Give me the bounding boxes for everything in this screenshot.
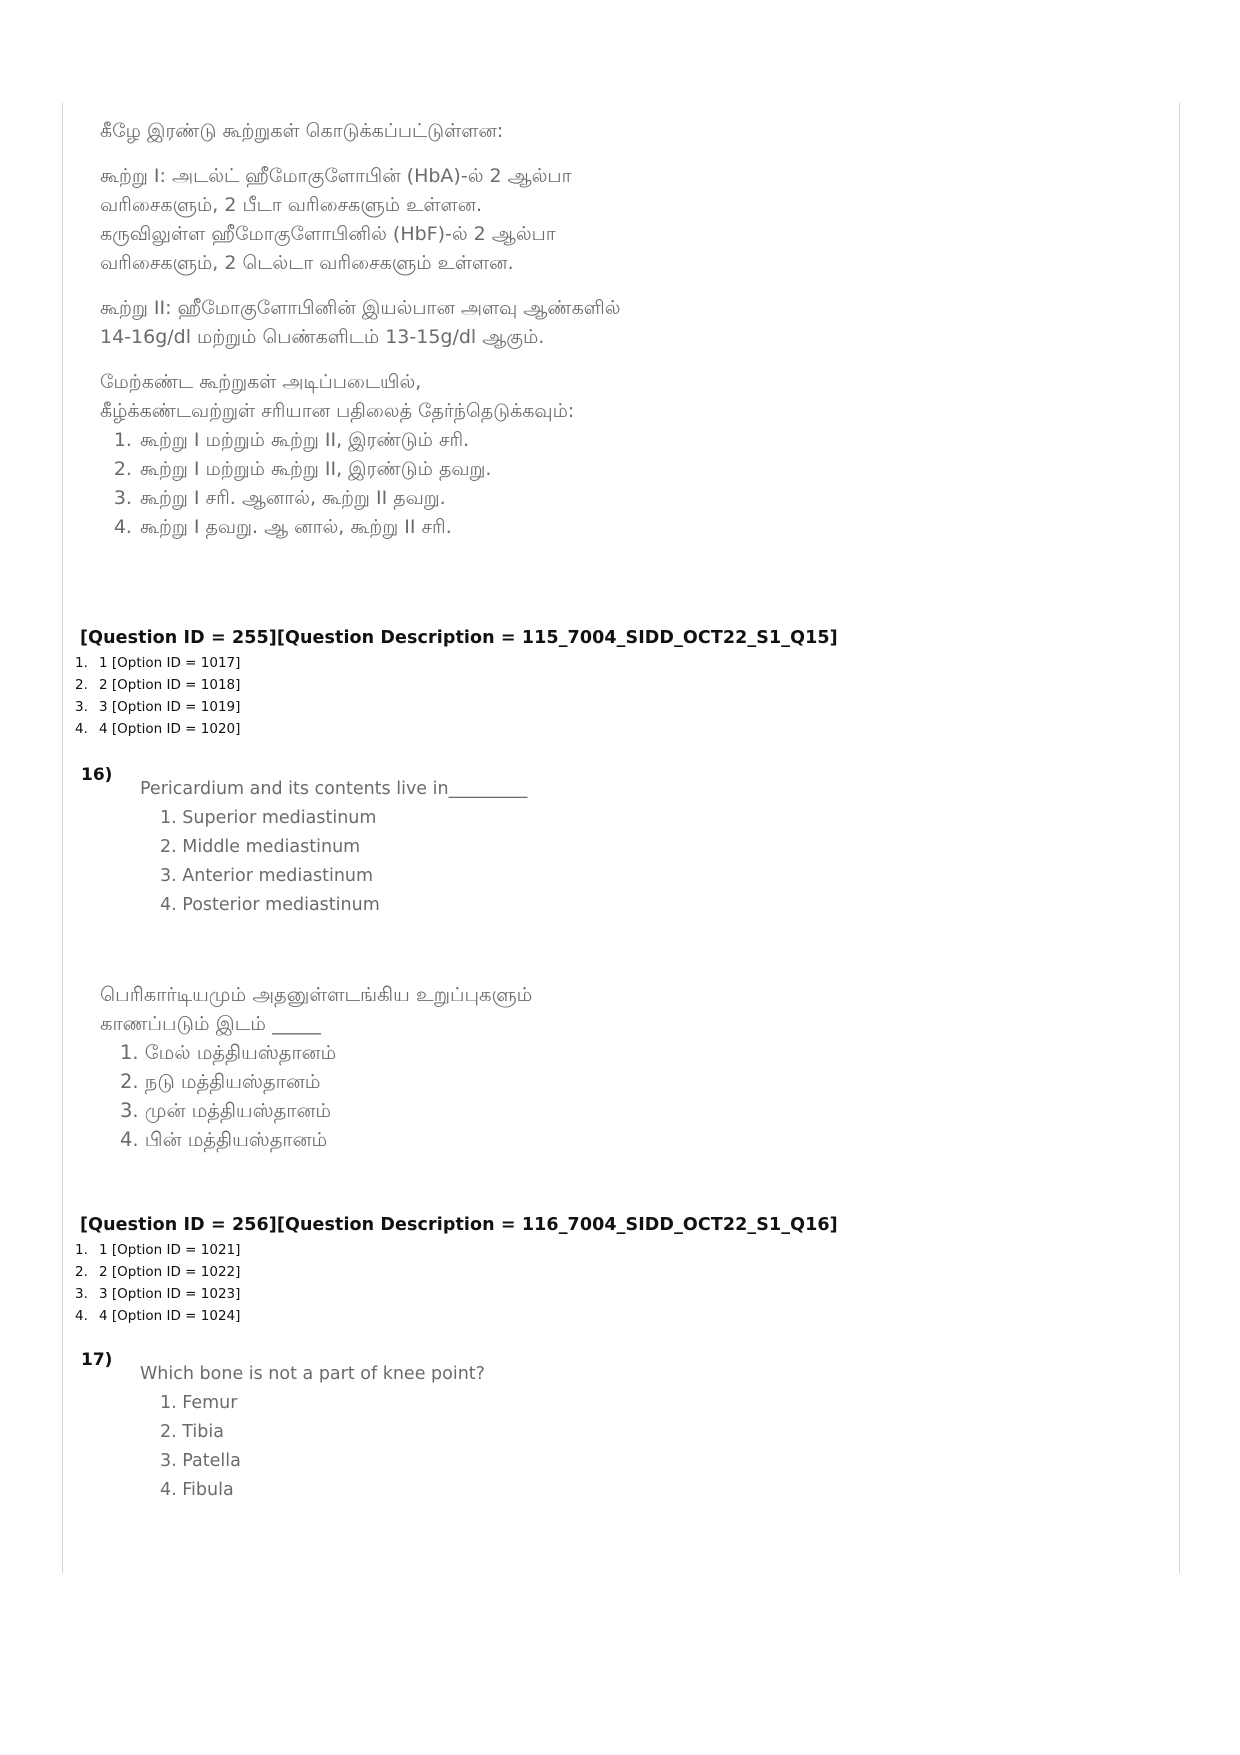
q16-number: 16) [81, 765, 113, 785]
q16-english-block [140, 775, 840, 920]
q16-tamil-option: 1. மேல் மத்தியஸ்தானம் [120, 1041, 337, 1064]
q17-option: 2. Tibia [160, 1422, 224, 1442]
q15-tamil-option: 1. கூற்று I மற்றும் கூற்று II, இரண்டும் சரி. [138, 426, 1000, 455]
option-number: 2. [75, 1264, 88, 1280]
option-text: 1 [Option ID = 1021] [99, 1242, 241, 1258]
q15-statement2-line: கூற்று II: ஹீமோகுளோபினின் இயல்பான அளவு ஆண்களில் [100, 297, 621, 319]
q16-option-id-item [75, 1261, 240, 1283]
q16-option: 1. Superior mediastinum [160, 808, 377, 828]
q17-option: 3. Patella [160, 1451, 241, 1471]
q15-statement1-line: வரிசைகளும், 2 டெல்டா வரிசைகளும் உள்ளன. [100, 252, 514, 274]
q17-options [140, 1389, 840, 1505]
q15-option-id-list [75, 652, 240, 740]
option-number: 1. [75, 655, 88, 671]
q15-tamil-block [100, 117, 1000, 542]
q16-option-id-list [75, 1239, 240, 1327]
q15-statement1-line: கருவிலுள்ள ஹீமோகுளோபினில் (HbF)-ல் 2 ஆல்பா [100, 223, 556, 245]
q15-option-id-item [75, 696, 240, 718]
q16-tamil-question-line: காணப்படும் இடம் _____ [100, 1012, 321, 1035]
q16-option: 2. Middle mediastinum [160, 837, 361, 857]
q16-tamil-option: 4. பின் மத்தியஸ்தானம் [120, 1128, 328, 1151]
q15-option-id-item [75, 718, 240, 740]
q16-tamil-option: 2. நடு மத்தியஸ்தானம் [120, 1070, 321, 1093]
option-text: 4 [Option ID = 1020] [99, 721, 241, 737]
option-number: 3. [75, 1286, 88, 1302]
q16-question: Pericardium and its contents live in_________ [140, 779, 528, 799]
q15-prompt-line: கீழ்க்கண்டவற்றுள் சரியான பதிலைத் தேர்ந்தெடுக்கவும்: [100, 400, 575, 422]
q16-options [140, 804, 840, 920]
q16-option-id-item [75, 1239, 240, 1261]
q15-tamil-option: 4. கூற்று I தவறு. ஆ னால், கூற்று II சரி. [138, 513, 1000, 542]
q16-tamil-option: 3. முன் மத்தியஸ்தானம் [120, 1099, 332, 1122]
page-border-right [1179, 103, 1180, 1573]
q15-option-id-item [75, 652, 240, 674]
option-number: 1. [75, 1242, 88, 1258]
q16-option-id-item [75, 1283, 240, 1305]
q16-question-id-heading: [Question ID = 256][Question Description = 116_7004_SIDD_OCT22_S1_Q16] [80, 1215, 838, 1235]
q15-tamil-option: 3. கூற்று I சரி. ஆனால், கூற்று II தவறு. [138, 484, 1000, 513]
q17-number: 17) [81, 1350, 113, 1370]
option-text: 2 [Option ID = 1018] [99, 677, 241, 693]
q15-question-id-heading: [Question ID = 255][Question Description = 115_7004_SIDD_OCT22_S1_Q15] [80, 628, 838, 648]
q15-prompt-line: மேற்கண்ட கூற்றுகள் அடிப்படையில், [100, 371, 422, 393]
option-text: 3 [Option ID = 1023] [99, 1286, 241, 1302]
q17-option: 4. Fibula [160, 1480, 234, 1500]
q16-tamil-block [100, 980, 900, 1154]
q16-tamil-question-line: பெரிகார்டியமும் அதனுள்ளடங்கிய உறுப்புகளும் [100, 983, 533, 1006]
q16-option-id-item [75, 1305, 240, 1327]
q15-statement2-line: 14-16g/dl மற்றும் பெண்களிடம் 13-15g/dl ஆகும். [100, 326, 545, 348]
page-border-left [62, 103, 63, 1573]
q17-option: 1. Femur [160, 1393, 238, 1413]
option-text: 1 [Option ID = 1017] [99, 655, 241, 671]
q15-intro: கீழே இரண்டு கூற்றுகள் கொடுக்கப்பட்டுள்ளன: [100, 120, 504, 142]
q15-option-id-item [75, 674, 240, 696]
option-number: 4. [75, 721, 88, 737]
option-number: 4. [75, 1308, 88, 1324]
q15-statement1-line: கூற்று I: அடல்ட் ஹீமோகுளோபின் (HbA)-ல் 2 ஆல்பா [100, 165, 572, 187]
q16-tamil-options [100, 1038, 900, 1154]
option-text: 2 [Option ID = 1022] [99, 1264, 241, 1280]
q17-question: Which bone is not a part of knee point? [140, 1364, 485, 1384]
option-number: 2. [75, 677, 88, 693]
q15-tamil-option: 2. கூற்று I மற்றும் கூற்று II, இரண்டும் தவறு. [138, 455, 1000, 484]
q15-statement1-line: வரிசைகளும், 2 பீடா வரிசைகளும் உள்ளன. [100, 194, 483, 216]
q17-english-block [140, 1360, 840, 1505]
q16-option: 4. Posterior mediastinum [160, 895, 380, 915]
option-text: 3 [Option ID = 1019] [99, 699, 241, 715]
option-text: 4 [Option ID = 1024] [99, 1308, 241, 1324]
q15-tamil-options [100, 426, 1000, 542]
option-number: 3. [75, 699, 88, 715]
q16-option: 3. Anterior mediastinum [160, 866, 374, 886]
